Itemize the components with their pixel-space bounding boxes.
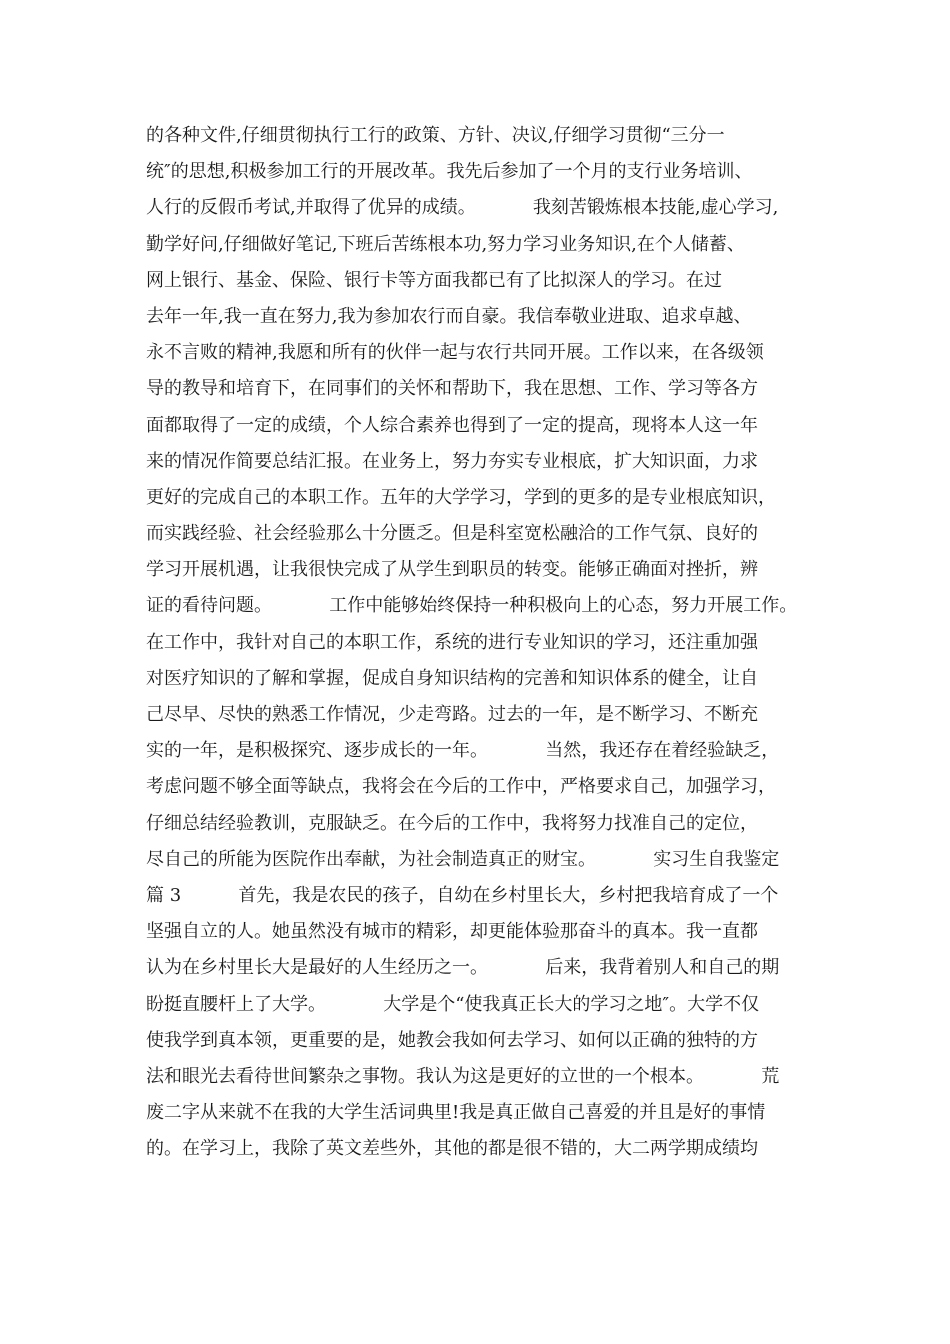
text-line: 统″的思想,积极参加工行的开展改革。我先后参加了一个月的支行业务培训、	[146, 161, 753, 183]
text-line: 学习开展机遇，让我很快完成了从学生到职员的转变。能够正确面对挫折，辨	[146, 559, 758, 581]
text-line: 己尽早、尽快的熟悉工作情况，少走弯路。过去的一年，是不断学习、不断充	[146, 704, 758, 725]
text-line: 的各种文件,仔细贯彻执行工行的政策、方针、决议,仔细学习贯彻“三分一	[146, 125, 725, 146]
text-line: 的。在学习上，我除了英文差些外，其他的都是很不错的，大二两学期成绩均	[146, 1138, 758, 1160]
text-line: 更好的完成自己的本职工作。五年的大学学习，学到的更多的是专业根底知识，	[146, 486, 776, 508]
text-line: 对医疗知识的了解和掌握，促成自身知识结构的完善和知识体系的健全，让自	[146, 667, 758, 689]
text-line: 仔细总结经验教训，克服缺乏。在今后的工作中，我将努力找准自己的定位，	[146, 812, 758, 834]
body-text	[146, 118, 826, 1167]
text-line: 考虑问题不够全面等缺点，我将会在今后的工作中，严格要求自己，加强学习，	[146, 776, 776, 798]
text-line: 废二字从来就不在我的大学生活词典里!我是真正做自己喜爱的并且是好的事情	[146, 1102, 766, 1124]
text-line: 认为在乡村里长大是最好的人生经历之一。 后来，我背着别人和自己的期	[146, 957, 780, 979]
text-line: 面都取得了一定的成绩，个人综合素养也得到了一定的提高，现将本人这一年	[146, 414, 758, 436]
text-line: 法和眼光去看待世间繁杂之事物。我认为这是更好的立世的一个根本。 荒	[146, 1065, 780, 1087]
text-line: 在工作中，我针对自己的本职工作，系统的进行专业知识的学习，还注重加强	[146, 631, 758, 653]
text-line: 人行的反假币考试,并取得了优异的成绩。 我刻苦锻炼根本技能,虚心学习,	[146, 197, 779, 219]
text-line: 实的一年，是积极探究、逐步成长的一年。 当然，我还存在着经验缺乏，	[146, 740, 780, 762]
text-line: 勤学好问,仔细做好笔记,下班后苦练根本功,努力学习业务知识,在个人储蓄、	[146, 233, 745, 255]
text-line: 证的看待问题。 工作中能够始终保持一种积极向上的心态，努力开展工作。	[146, 595, 798, 617]
text-line: 去年一年,我一直在努力,我为参加农行而自豪。我信奉敬业进取、追求卓越、	[146, 305, 752, 327]
text-line: 盼挺直腰杆上了大学。 大学是个“使我真正长大的学习之地″。大学不仅	[146, 993, 760, 1015]
text-line: 来的情况作简要总结汇报。在业务上，努力夯实专业根底，扩大知识面，力求	[146, 450, 758, 472]
text-line: 使我学到真本领，更重要的是，她教会我如何去学习、如何以正确的独特的方	[146, 1029, 758, 1051]
text-line: 而实践经验、社会经验那么十分匮乏。但是科室宽松融洽的工作气氛、良好的	[146, 523, 758, 545]
text-line: 网上银行、基金、保险、银行卡等方面我都已有了比拟深人的学习。在过	[146, 269, 722, 291]
text-line: 导的教导和培育下，在同事们的关怀和帮助下，我在思想、工作、学习等各方	[146, 378, 758, 400]
text-line: 尽自己的所能为医院作出奉献，为社会制造真正的财宝。 实习生自我鉴定	[146, 848, 780, 870]
text-line: 永不言败的精神,我愿和所有的伙伴一起与农行共同开展。工作以来，在各级领	[146, 342, 764, 364]
text-line: 坚强自立的人。她虽然没有城市的精彩，却更能体验那奋斗的真本。我一直都	[146, 921, 758, 943]
text-line: 篇 3 首先，我是农民的孩子，自幼在乡村里长大，乡村把我培育成了一个	[146, 884, 779, 906]
